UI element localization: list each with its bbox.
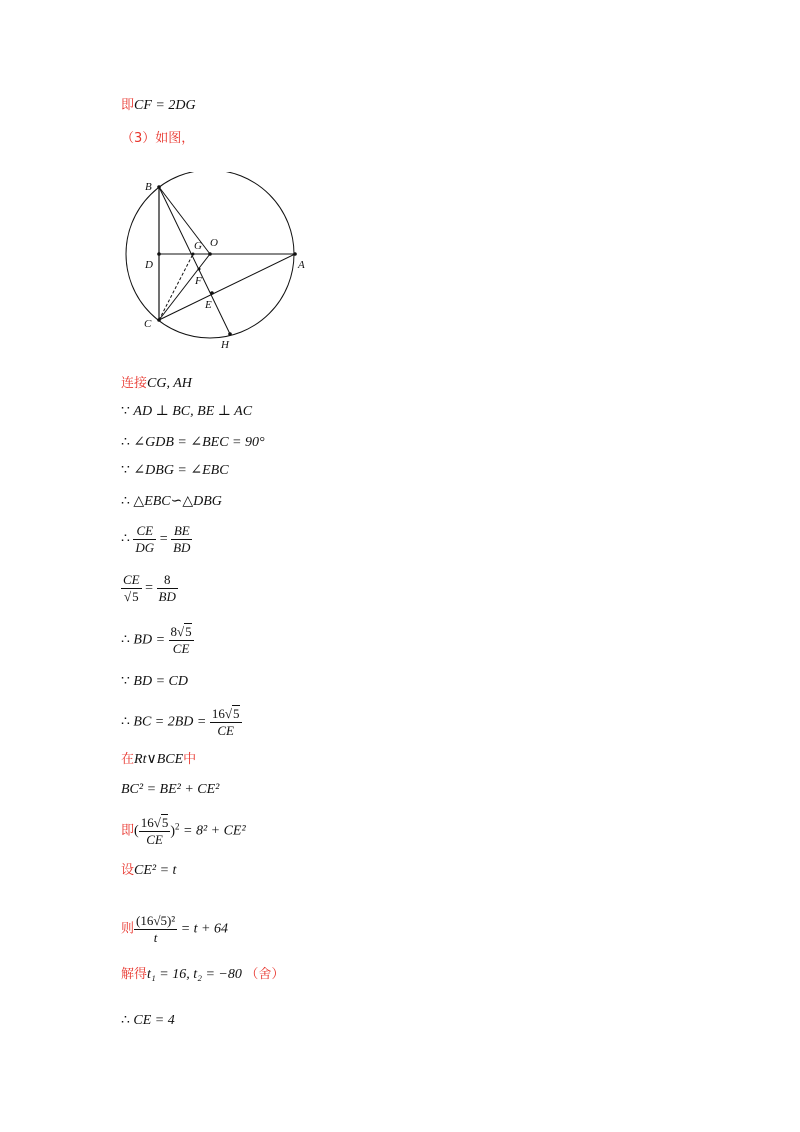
text-zhong: 中 [183,752,197,767]
label-g: G [194,240,202,252]
symbol-therefore: ∴ [121,632,130,648]
point-a [293,252,297,256]
label-c: C [144,318,152,330]
label-e: E [205,299,212,311]
math-cg-ah: CG, AH [147,376,192,391]
point-c [157,318,161,322]
line-solve [121,966,284,984]
math-similar-triangles: △EBC∽△DBG [133,494,222,509]
line-equal-angles [121,462,229,480]
math-solutions: t₁ = 16, t₂ = −80 [147,967,242,982]
label-o: O [210,237,218,249]
point-h [228,332,232,336]
symbol-therefore: ∴ [121,435,130,450]
math-bc-eq: BC = 2BD = [133,714,207,730]
line-ratio-2: $\frac{CE}{√5}$ = $\frac{8}{BD}$ [123,572,176,604]
segment-co [159,254,210,320]
symbol-because: ∵ [121,404,130,419]
line-substitute: 即( $\frac{16√5}{CE}$ )$^2$ = 8² + CE² [121,815,246,847]
point-o [208,252,212,256]
math-perp: AD ⊥ BC, BE ⊥ AC [133,404,253,419]
point-b [157,185,161,189]
symbol-because: ∵ [121,674,130,689]
line-bd-value [121,624,194,657]
fraction-8-bd: $\frac{8}{BD}$ [158,572,176,604]
math-bd-eq: BD = [133,632,166,648]
text-ji: 即 [121,823,135,839]
point-g [192,253,195,256]
line-ce-4 [121,1012,175,1030]
math-angles-90: ∠GDB = ∠BEC = 90° [133,435,265,450]
symbol-therefore: ∴ [121,494,130,509]
text-jiede: 解得 [121,967,148,982]
text-zai: 在 [121,752,135,767]
symbol-therefore: ∴ [121,714,130,730]
text-ze: 则 [121,921,135,937]
line-right-angles [121,434,265,452]
point-d [157,252,161,256]
fraction-ce-sqrt5: $\frac{CE}{√5}$ [123,572,140,604]
text-reject: （舍） [245,967,285,982]
line-connect [121,375,192,393]
math-8sq-plus-ce2: = 8² + CE² [183,823,246,839]
geometry-figure [120,172,320,354]
line-cf-2dg [121,97,196,115]
symbol-therefore: ∴ [121,1013,130,1028]
line-pythagoras [121,781,219,799]
line-in-right-triangle [121,751,196,769]
segment-ca [159,254,295,320]
fraction-ce-dg: $\frac{CE}{DG}$ [135,523,155,555]
math-bd-cd: BD = CD [133,674,188,689]
fraction-16sqrt5sq-t: $\frac{\text{(16√5)²}}{t}$ [136,913,176,945]
line-let-t [121,862,176,880]
point-e [210,291,214,295]
label-d: D [145,259,153,271]
math-rt-bce: Rt∨BCE [134,752,184,767]
fraction-8sqrt5-ce: $\frac{8√5}{CE}$ [170,624,192,656]
symbol-therefore: ∴ [121,531,130,547]
text-lianjie: 连接 [121,376,148,391]
label-a: A [298,259,305,271]
label-b: B [145,181,152,193]
math-ce2-t: CE² = t [134,863,177,878]
line-bd-cd [121,673,188,691]
point-f [198,268,201,271]
text-she: 设 [121,863,135,878]
line-ratio-1: ∴ $\frac{CE}{DG}$ = $\frac{BE}{BD}$ [121,523,191,555]
fraction-be-bd: $\frac{BE}{BD}$ [173,523,191,555]
fraction-16sqrt5-ce: $\frac{16√5}{CE}$ [211,706,240,738]
label-f: F [195,275,202,287]
math-t-plus-64: = t + 64 [180,921,229,937]
line-similar [121,493,222,511]
math-dbg-ebc: ∠DBG = ∠EBC [133,463,229,478]
line-bc-value [121,706,242,739]
symbol-because: ∵ [121,463,130,478]
segment-cg-dashed [159,254,193,320]
text-ji: 即 [121,98,135,113]
line-part3-heading: （3）如图， [121,131,195,146]
segment-bh [159,187,230,334]
line-then [121,913,228,946]
line-perp [121,403,252,421]
math-pythagoras: BC² = BE² + CE² [121,782,220,797]
label-h: H [221,339,229,351]
math-cf-eq: CF = 2DG [134,98,196,113]
segment-bo [159,187,210,254]
math-ce-4: CE = 4 [133,1013,175,1028]
fraction-16sqrt5-ce-paren: $\frac{16√5}{CE}$ [140,815,169,847]
